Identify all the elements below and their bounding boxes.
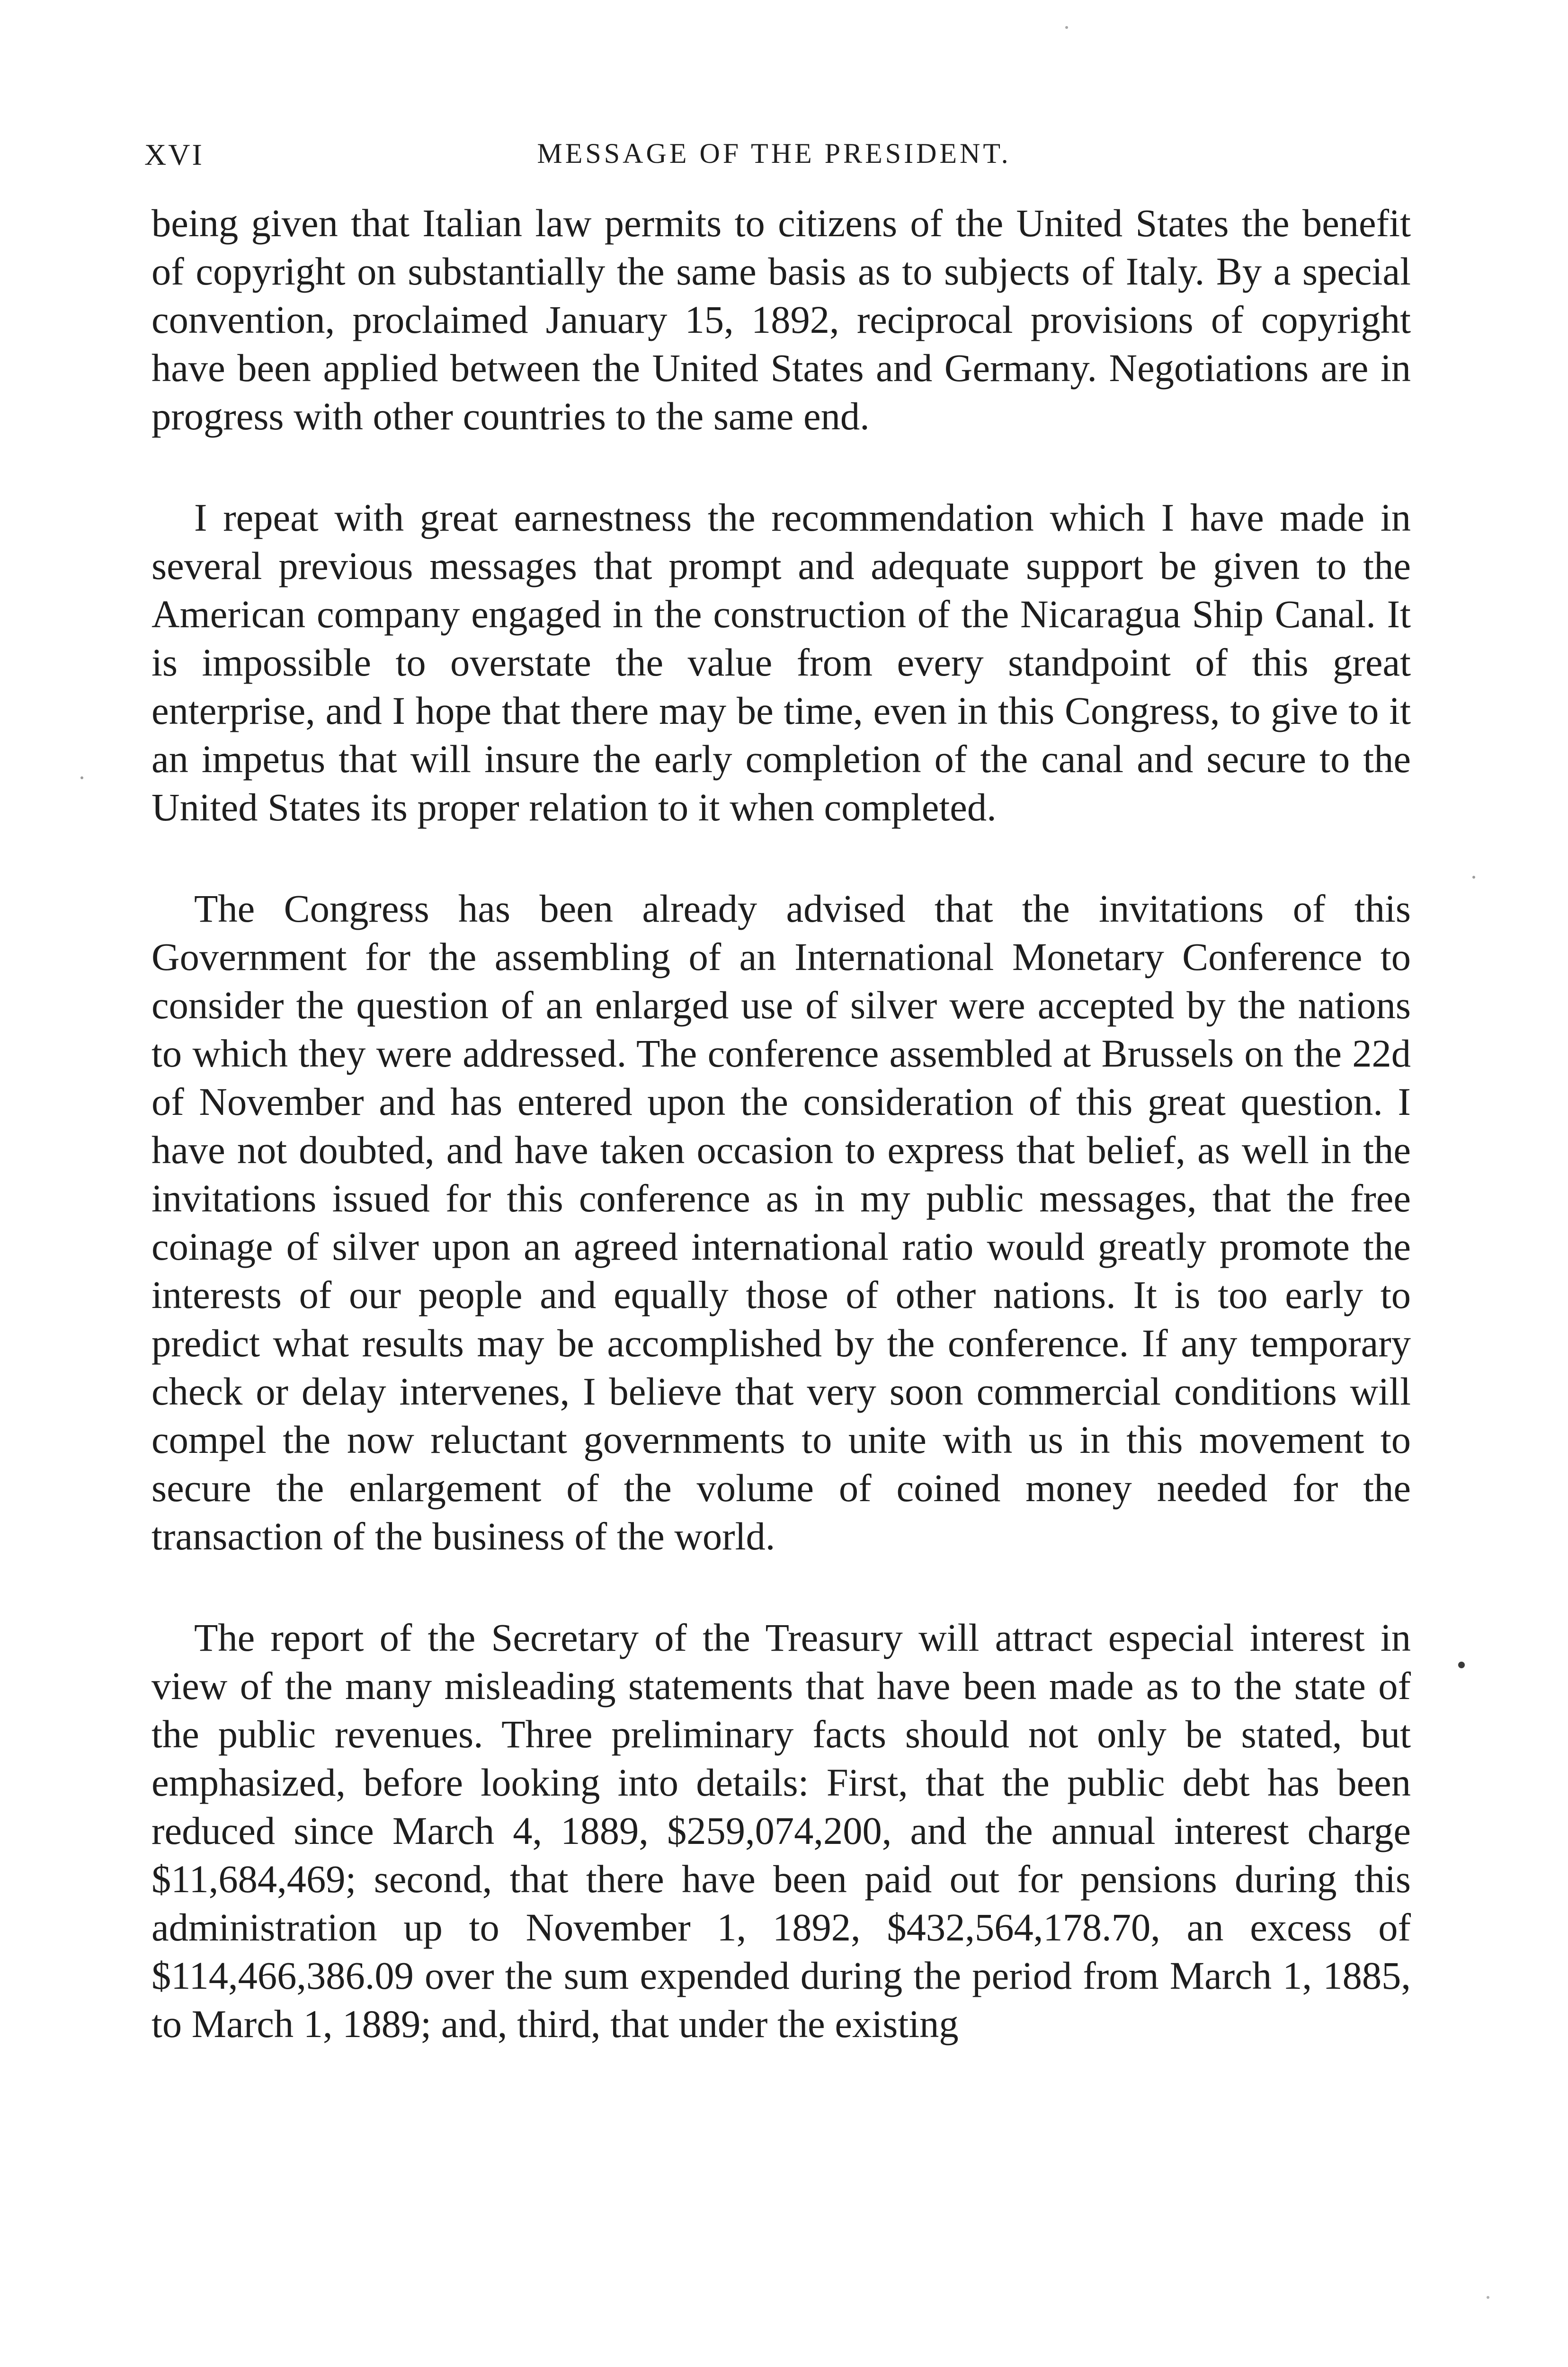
scan-speck [1487,2296,1489,2299]
scan-speck [1472,876,1475,879]
paragraph-copyright: being given that Italian law permits to citizens of the United States the benefit of copyright on substantially the same basis as to subjects of Italy. By a special convention, proclaimed January 15, 1892, reciprocal provisions of copyright have been applied between the United States and Germany. Negotiations are in progress with other countries to the same end. [151,201,1411,438]
paragraph-nicaragua-canal: I repeat with great earnestness the recommendation which I have made in several previous messages that prompt and adequate support be given to the American company engaged in the construction of the Nicaragua Ship Canal. It is impossible to overstate the value from every standpoint of this great enterprise, and I hope that there may be time, even in this Congress, to give to it an impetus that will insure the early completion of the canal and secure to the United States its proper relation to it when completed. [151,496,1411,829]
scan-speck [1458,1662,1465,1668]
body-text [151,199,1411,2048]
paragraph-treasury-report: The report of the Secretary of the Treasury will attract especial interest in view of the many misleading statements that have been made as to the state of the public revenues. Three preliminary facts should not only be stated, but emphasized, before looking into details: First, that the public debt has been reduced since March 4, 1889, $259,074,200, and the annual interest charge $11,684,469; second, that there have been paid out for pensions during this administration up to November 1, 1892, $432,564,178.70, an excess of $114,466,386.09 over the sum expended during the period from March 1, 1885, to March 1, 1889; and, third, that under the existing [151,1616,1411,2046]
scan-speck [1065,26,1068,29]
scan-speck [80,776,83,779]
paragraph-monetary-conference: The Congress has been already advised that the invitations of this Government for the assembling of an International Monetary Conference to consider the question of an enlarged use of silver were accepted by the nations to which they were addressed. The conference assembled at Brussels on the 22d of November and has entered upon the consideration of this great question. I have not doubted, and have taken occasion to express that belief, as well in the invitations issued for this conference as in my public messages, that the free coinage of silver upon an agreed international ratio would greatly promote the interests of our people and equally those of other nations. It is too early to predict what results may be accomplished by the conference. If any temporary check or delay intervenes, I believe that very soon commercial conditions will compel the now reluctant governments to unite with us in this movement to secure the enlargement of the volume of coined money needed for the transaction of the business of the world. [151,887,1411,1558]
running-title: MESSAGE OF THE PRESIDENT. [537,138,1011,169]
running-head [144,137,1404,180]
page-number: XVI [144,138,204,171]
